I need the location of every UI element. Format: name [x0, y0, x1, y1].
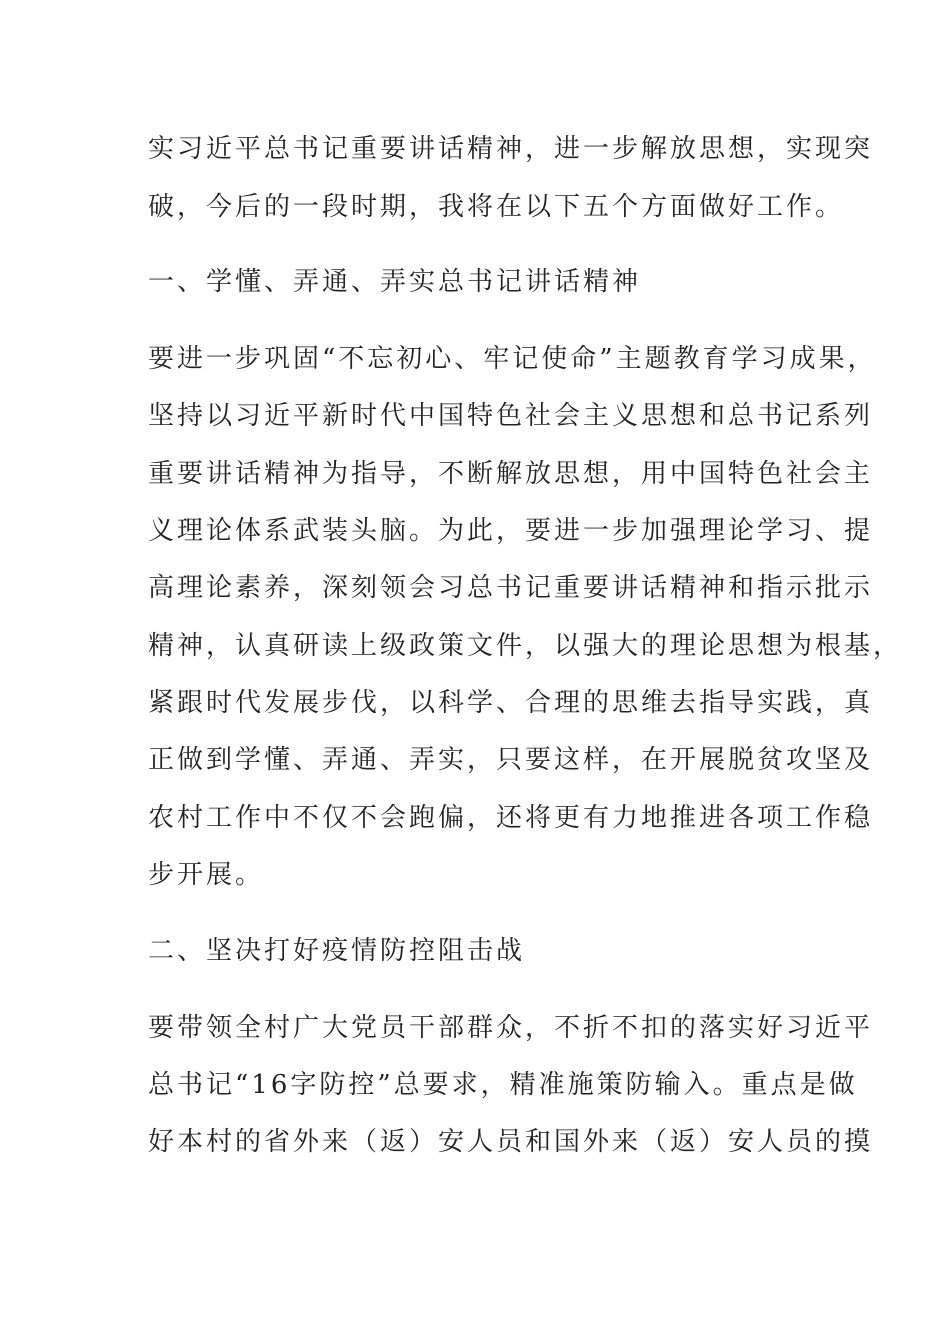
paragraph-2-line-4: 义理论体系武装头脑。为此，要进一步加强理论学习、提	[148, 516, 874, 546]
paragraph-3-line-2: 总书记“16字防控”总要求，精准施策防输入。重点是做	[148, 1070, 858, 1100]
paragraph-2-line-5: 高理论素养，深刻领会习总书记重要讲话精神和指示批示	[148, 573, 874, 603]
paragraph-2-line-9: 农村工作中不仅不会跑偏，还将更有力地推进各项工作稳	[148, 803, 874, 833]
paragraph-2-line-6: 精神，认真研读上级政策文件，以强大的理论思想为根基，	[148, 631, 903, 661]
paragraph-2-line-10: 步开展。	[148, 860, 265, 890]
paragraph-2-line-8: 正做到学懂、弄通、弄实，只要这样，在开展脱贫攻坚及	[148, 745, 874, 775]
paragraph-2-line-7: 紧跟时代发展步伐，以科学、合理的思维去指导实践，真	[148, 688, 874, 718]
paragraph-3-line-1: 要带领全村广大党员干部群众，不折不扣的落实好习近平	[148, 1013, 874, 1043]
paragraph-1-line-2: 破，今后的一段时期，我将在以下五个方面做好工作。	[148, 192, 845, 222]
paragraph-2-line-3: 重要讲话精神为指导，不断解放思想，用中国特色社会主	[148, 459, 874, 489]
section-heading-2: 二、坚决打好疫情防控阻击战	[148, 936, 526, 966]
paragraph-1-line-1: 实习近平总书记重要讲话精神，进一步解放思想，实现突	[148, 134, 874, 164]
paragraph-3-line-3: 好本村的省外来（返）安人员和国外来（返）安人员的摸	[148, 1127, 874, 1157]
section-heading-1: 一、学懂、弄通、弄实总书记讲话精神	[148, 267, 642, 297]
paragraph-2-line-2: 坚持以习近平新时代中国特色社会主义思想和总书记系列	[148, 401, 874, 431]
paragraph-2-line-1: 要进一步巩固“不忘初心、牢记使命”主题教育学习成果，	[148, 344, 877, 374]
